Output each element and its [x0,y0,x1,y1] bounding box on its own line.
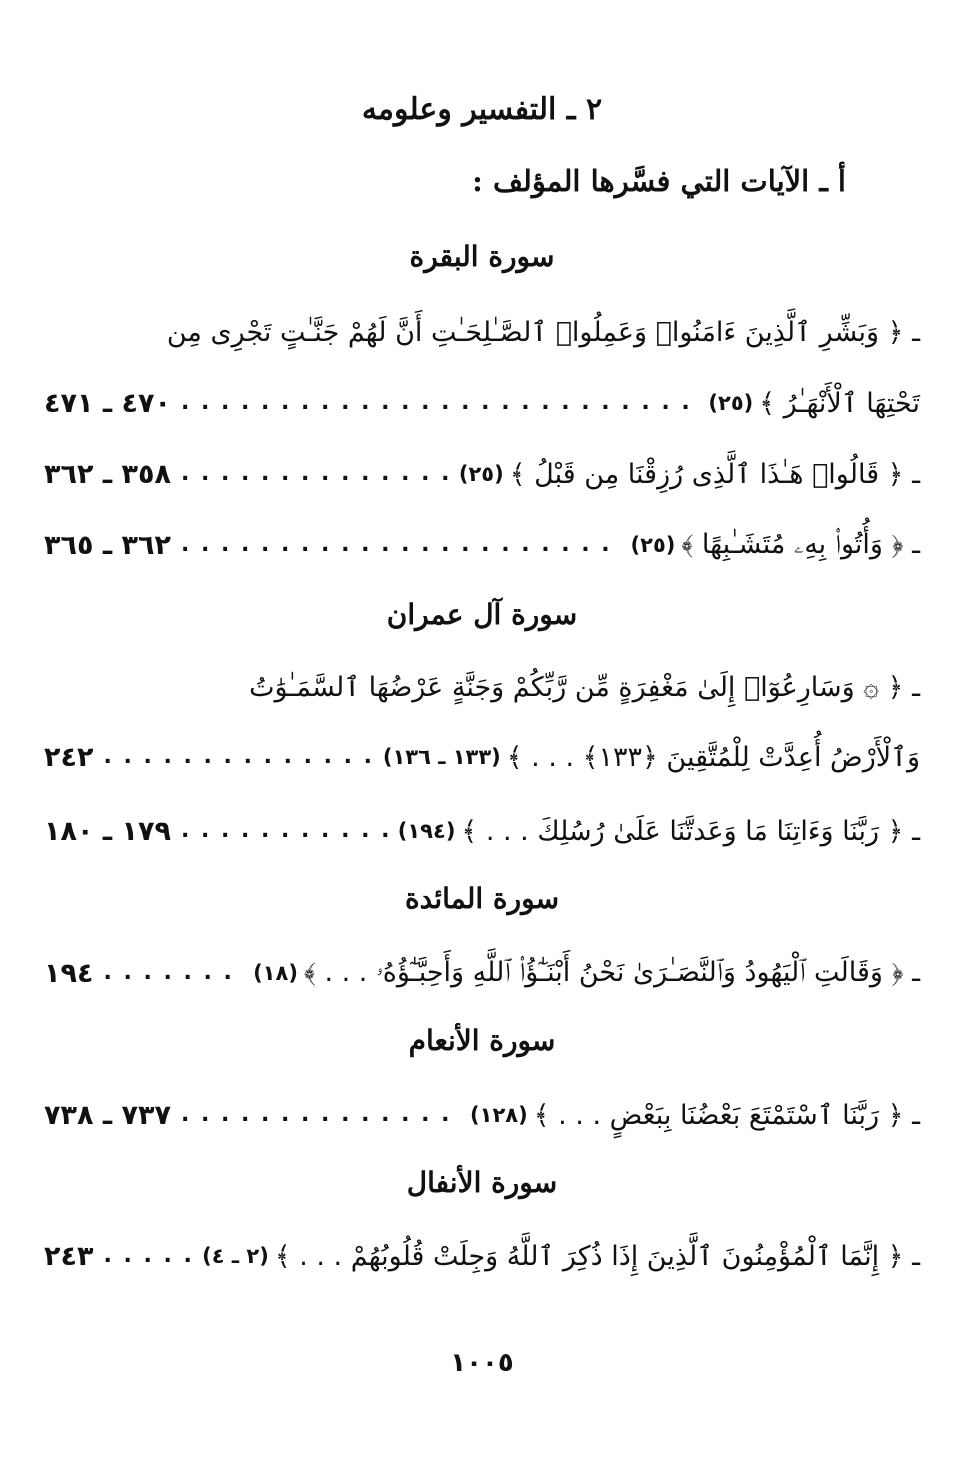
entry-line [44,1090,920,1140]
dot-leader [181,1090,460,1140]
verse-reference: (٢٥) [458,462,504,486]
verse-reference: (٢٥) [708,391,754,415]
page-number: ١٠٠٥ [450,1348,514,1378]
verse-reference: (١٩٤) [397,819,456,843]
verse-reference: (١٣٣ ـ ١٣٦) [382,745,501,769]
surah-title-maida: سورة المائدة [404,882,560,915]
subsection-title: أ ـ الآيات التي فسَّرها المؤلف : [472,164,846,198]
entry-line [44,378,920,428]
page-range: ١٧٩ ـ ١٨٠ [44,815,171,847]
entry-line [44,307,920,357]
dot-leader [103,1231,192,1281]
page-range: ٣٥٨ ـ ٣٦٢ [44,458,171,490]
verse-text: ـ ﴿ وَأُتُوا۟ بِهِۦ مُتَشَـٰبِهًا ﴾ [681,529,920,560]
dot-leader [181,520,621,570]
verse-text: ـ ﴿ قَالُوا۟ هَـٰذَا ٱلَّذِى رُزِقْنَا مِن قَبْلُ ﴾ [509,458,920,490]
dot-leader [181,378,698,428]
entry-line [44,520,920,570]
verse-reference: (١٢٨) [470,1103,528,1127]
verse-text: ـ ﴿ إِنَّمَا ٱلْمُؤْمِنُونَ ٱلَّذِينَ إِذَا ذُكِرَ ٱللَّهُ وَجِلَتْ قُلُوبُهُمْ . . . ﴾ [274,1240,920,1272]
page-range: ٢٤٣ [44,1240,94,1272]
verse-text: ـ ﴿ وَقَالَتِ ٱلْيَهُودُ وَٱلنَّصَـٰرَىٰ نَحْنُ أَبْنَـٰٓؤُا۟ ٱللَّهِ وَأَحِبَّـٰٓؤُهُۥ . . . ﴾ [303,957,920,988]
section-title: ٢ ـ التفسير وعلومه [361,92,603,127]
dot-leader [103,948,243,998]
verse-reference: (٢ ـ ٤) [202,1244,269,1268]
verse-text: ـ ﴿ رَبَّنَا ٱسْتَمْتَعَ بَعْضُنَا بِبَعْضٍ . . . ﴾ [533,1099,920,1131]
verse-text: ـ ﴿ وَبَشِّرِ ٱلَّذِينَ ءَامَنُوا۟ وَعَمِلُوا۟ ٱلصَّـٰلِحَـٰتِ أَنَّ لَهُمْ جَنَّـٰتٍ تَجْرِى مِن [166,316,920,348]
surah-title-baqara: سورة البقرة [409,240,555,273]
page-range: ٢٤٢ [44,741,94,773]
surah-title-anam: سورة الأنعام [408,1024,556,1057]
page-range: ٣٦٢ ـ ٣٦٥ [44,529,171,561]
page-range: ٤٧٠ ـ ٤٧١ [44,387,171,419]
surah-title-al-imran: سورة آل عمران [386,598,578,631]
dot-leader [103,732,372,782]
verse-text: ـ ﴿ ۞ وَسَارِعُوٓا۟ إِلَىٰ مَغْفِرَةٍ مِّن رَّبِّكُمْ وَجَنَّةٍ عَرْضُهَا ٱلسَّمَـٰوَٰتُ [249,671,920,703]
verse-text: وَٱلْأَرْضُ أُعِدَّتْ لِلْمُتَّقِينَ ﴿١٣٣﴾ . . . ﴾ [506,741,920,773]
verse-reference: (٢٥) [630,533,676,557]
page-range: ٧٣٧ ـ ٧٣٨ [44,1099,171,1131]
page-range: ١٩٤ [44,957,94,989]
verse-text: تَحْتِهَا ٱلْأَنْهَـٰرُ ﴾ [759,387,920,419]
verse-reference: (١٨) [253,961,298,985]
entry-line [44,948,920,998]
entry-line [44,662,920,712]
dot-leader [181,449,449,499]
entry-line [44,806,920,856]
entry-line [44,449,920,499]
verse-text: ـ ﴿ رَبَّنَا وَءَاتِنَا مَا وَعَدتَّنَا عَلَىٰ رُسُلِكَ . . . ﴾ [461,815,920,847]
entry-line [44,1231,920,1281]
surah-title-anfal: سورة الأنفال [406,1166,558,1199]
dot-leader [181,806,388,856]
entry-line [44,732,920,782]
